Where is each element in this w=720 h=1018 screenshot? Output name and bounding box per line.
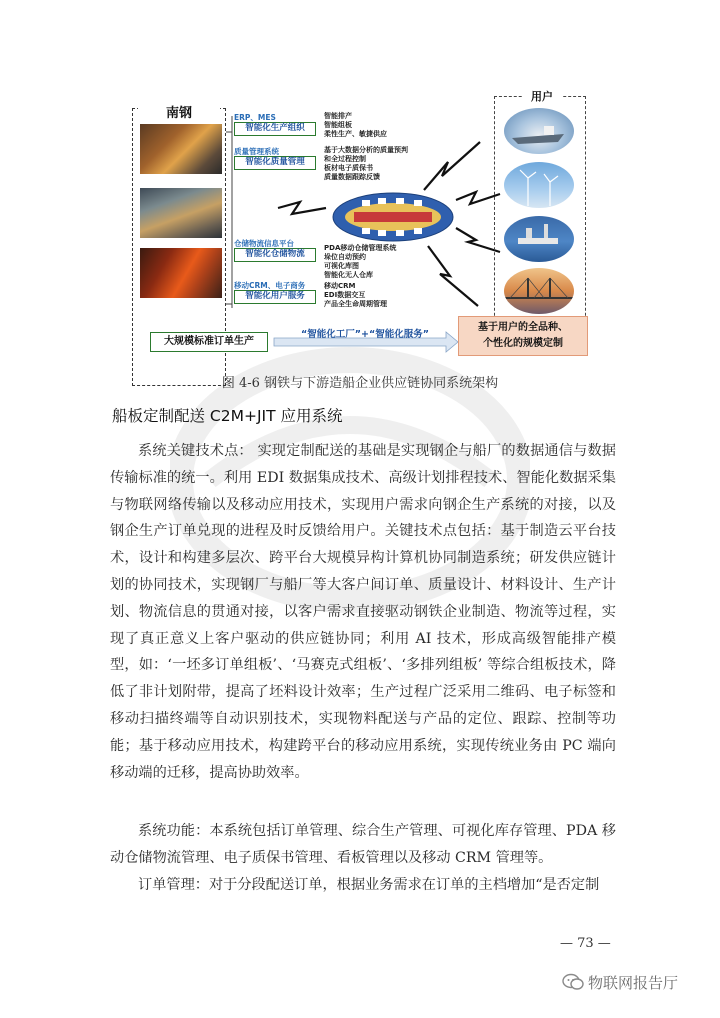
figure-caption: 图 4-6 钢铁与下游造船企业供应链协同系统架构 [221, 376, 499, 391]
module-4-box: 智能化用户服务 [234, 290, 316, 304]
wechat-icon [562, 973, 584, 991]
module-2-system-label: 质量管理系统 [234, 147, 279, 156]
module-3-system-label: 仓储物流信息平台 [234, 239, 294, 248]
module-4-description: 移动CRM EDI数据交互 产品全生命周期管理 [324, 282, 387, 308]
users-title: 用户 [522, 88, 562, 104]
module-2-description: 基于大数据分析的质量预判 和全过程控制 板材电子质保书 质量数据跟踪反馈 [324, 146, 408, 181]
steel-plant-title: 南钢 [138, 102, 220, 121]
smart-factory-arrow-label: “智能化工厂”+“智能化服务” [301, 329, 429, 340]
wechat-watermark [562, 972, 678, 993]
user-photo-wind-turbines [504, 162, 574, 208]
module-4-system-label: 移动CRM、电子商务 [234, 281, 306, 290]
module-2-box: 智能化质量管理 [234, 156, 316, 170]
mass-production-box: 大规模标准订单生产 [150, 332, 268, 352]
section-heading: 船板定制配送 C2M+JIT 应用系统 [112, 407, 343, 425]
user-photo-offshore-platform [504, 216, 574, 262]
customization-box: 基于用户的全品种、 个性化的规模定制 [458, 316, 588, 356]
module-1-box: 智能化生产组织 [234, 122, 316, 136]
user-photo-bridge [504, 268, 574, 314]
paragraph-order-management: 订单管理：对于分段配送订单，根据业务需求在订单的主档增加“是否定制 [138, 877, 600, 893]
module-3-box: 智能化仓储物流 [234, 248, 316, 262]
watermark-text: 物联网报告厅 [588, 974, 679, 992]
module-3-description: PDA移动仓储管理系统 垛位自动预约 可视化库图 智能化无人仓库 [324, 244, 397, 279]
paragraph-system-functions: 系统功能：本系统包括订单管理、综合生产管理、可视化库存管理、PDA 移动仓储物流管理、电子质保书管理、看板管理以及移动 CRM 管理等。 [110, 823, 616, 866]
supply-chain-architecture-figure [128, 80, 590, 362]
module-1-description: 智能排产 智能组板 柔性生产、敏捷供应 [324, 112, 387, 138]
page-number: — 73 — [560, 936, 611, 951]
user-photo-ship [504, 108, 574, 154]
module-1-system-label: ERP、MES [234, 113, 276, 122]
integration-hub-graphic [332, 192, 454, 242]
paragraph-key-technologies: 系统关键技术点： 实现定制配送的基础是实现钢企与船厂的数据通信与数据传输标准的统一。利用 EDI 数据集成技术、高级计划排程技术、智能化数据采集与物联网络传输以及移动应用技术，实现用户需求向钢企生产系统的对接，以及钢企生产订单兑现的进程及时反馈给用户。关键技术点包括：基于制造云平台技术，设计和构建多层次、跨平台大规模异构计算机协同制造系统；研发供应链计划的协同技术，实现钢厂与船厂等大客户间订单、质量设计、材料设计、生产计划、物流信息的贯通对接，以客户需求直接驱动钢铁企业制造、物流等过程，实现了真正意义上客户驱动的供应链协同；利用 AI 技术，形成高级智能排产模型，如：‘一坯多订单组板’、‘马赛克式组板’、‘多排列组板’ 等综合组板技术，降低了非计划附带，提高了坯料设计效率；生产过程广泛采用二维码、电子标签和移动扫描终端等自动识别技术，实现物料配送与产品的定位、跟踪、控制等功能；基于移动应用技术，构建跨平台的移动应用系统，实现传统业务由 PC 端向移动端的迁移，提高协助效率。 [110, 443, 616, 781]
